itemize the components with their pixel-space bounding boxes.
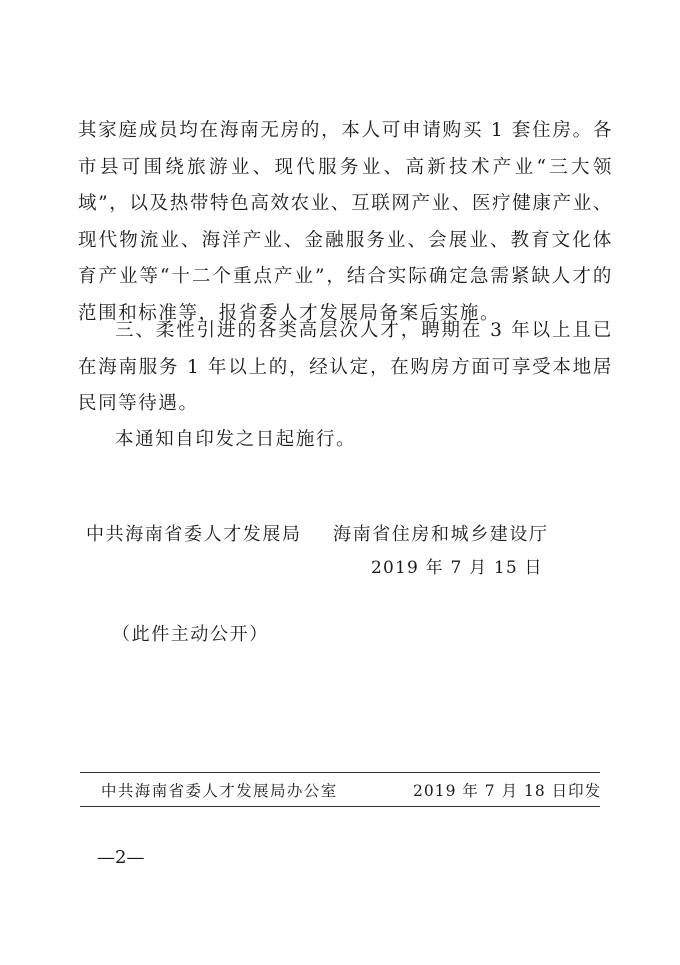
page-number: —2— <box>97 847 145 868</box>
body-paragraph-1: 其家庭成员均在海南无房的，本人可申请购买 1 套住房。各市县可围绕旅游业、现代服务业、高新技术产业“三大领域”，以及热带特色高效农业、互联网产业、医疗健康产业、现代物流业、海洋产业、金融服务业、会展业、教育文化体育产业等“十二个重点产业”，结合实际确定急需紧缺人才的范围和标准等，报省委人才发展局备案后实施。 <box>78 120 613 324</box>
footer-office: 中共海南省委人才发展局办公室 <box>101 782 338 800</box>
signature-org-2: 海南省住房和城乡建设厅 <box>333 524 549 545</box>
footer-top-rule <box>80 772 600 773</box>
signature-date: 2019 年 7 月 15 日 <box>371 558 543 578</box>
body-paragraph-3: 本通知自印发之日起施行。 <box>115 429 357 450</box>
body-paragraph-2: 三、柔性引进的各类高层次人才，聘期在 3 年以上且已在海南服务 1 年以上的，经认定，在购房方面可享受本地居民同等待遇。 <box>78 320 613 414</box>
signature-org-1: 中共海南省委人才发展局 <box>86 524 302 545</box>
disclosure-note: （此件主动公开） <box>112 624 269 645</box>
footer-print-date: 2019 年 7 月 18 日印发 <box>413 782 602 800</box>
footer-bottom-rule <box>80 806 600 807</box>
